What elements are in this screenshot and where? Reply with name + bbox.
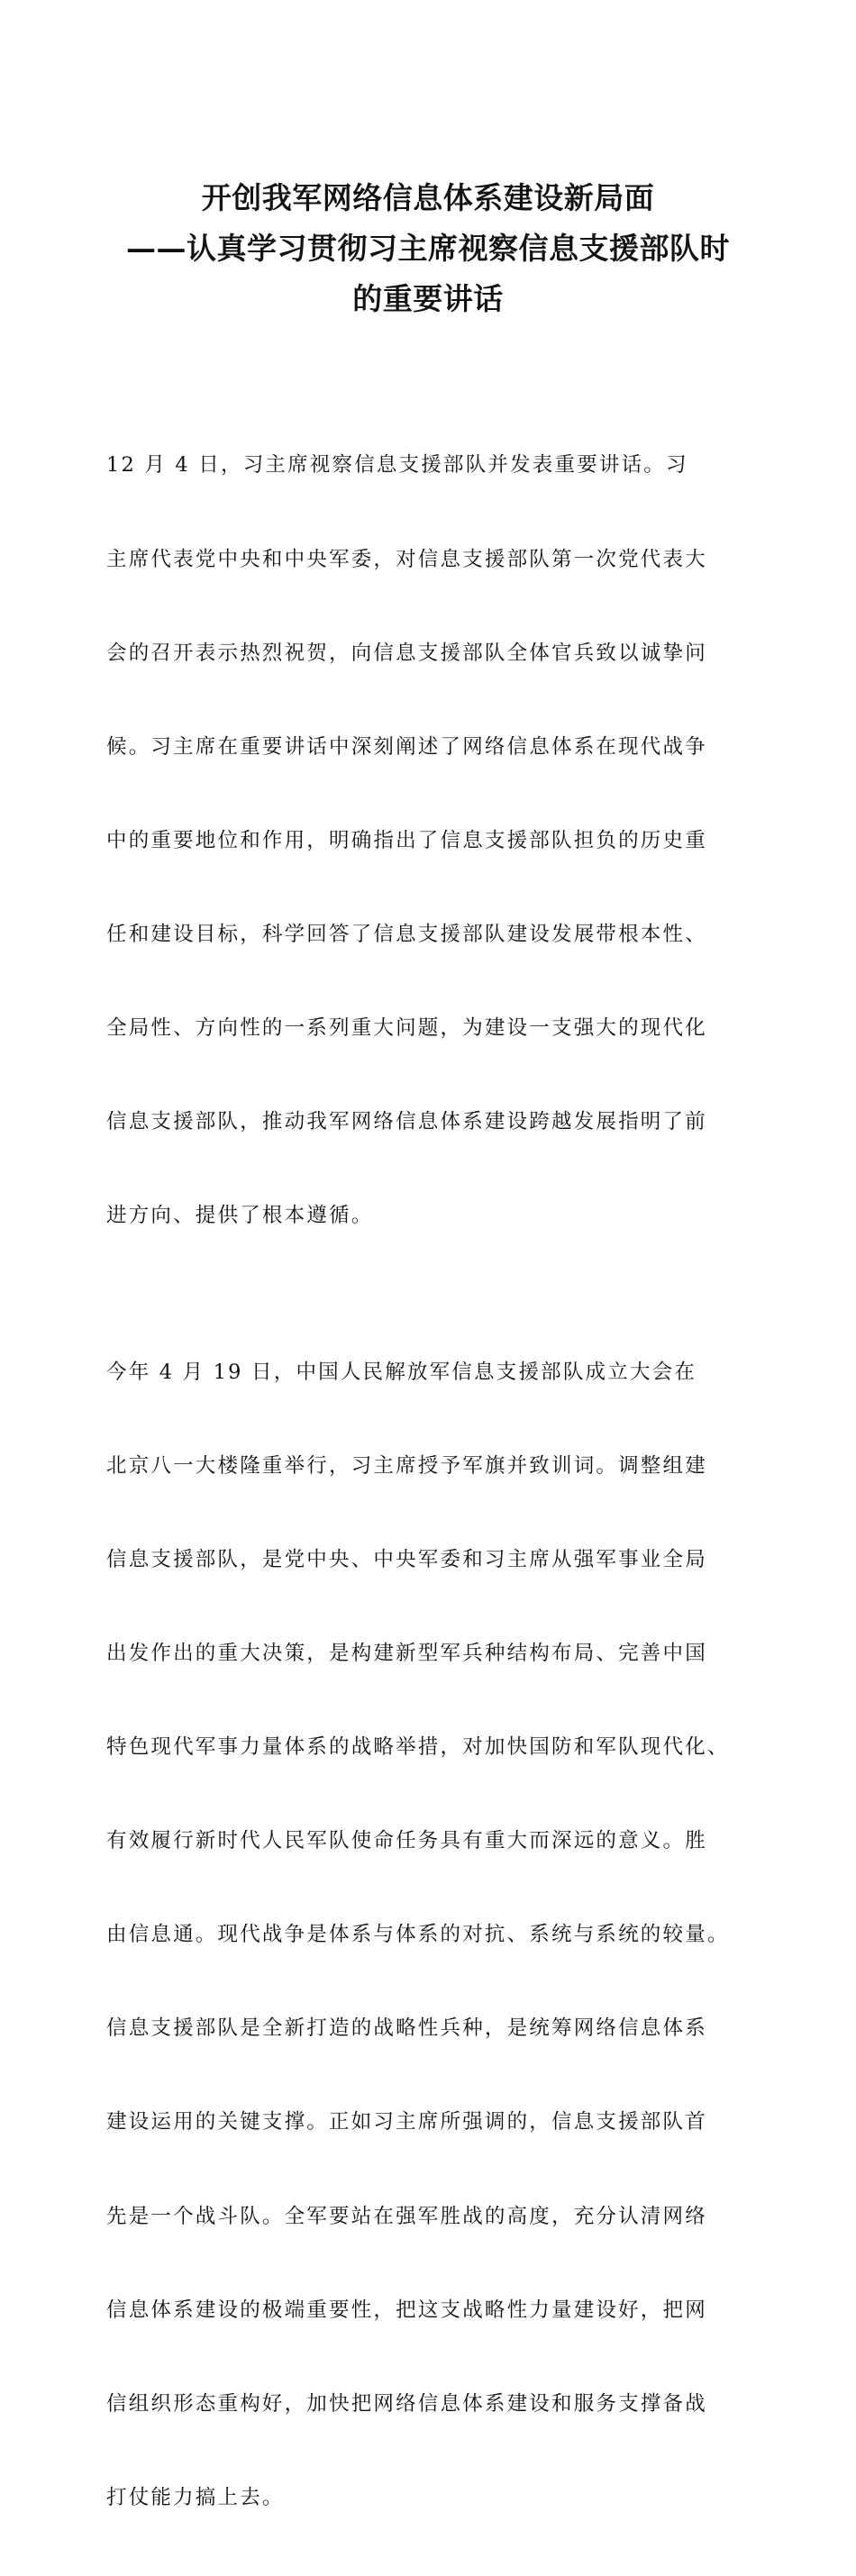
paragraph-line: 信组织形态重构好，加快把网络信息体系建设和服务支撑备战 — [106, 2391, 707, 2416]
title-line-subtitle: ——认真学习贯彻习主席视察信息支援部队时 — [126, 231, 730, 266]
paragraph-line: 建设运用的关键支撑。正如习主席所强调的，信息支援部队首 — [106, 2110, 707, 2135]
paragraph-line: 信息支援部队，是党中央、中央军委和习主席从强军事业全局 — [106, 1547, 707, 1571]
title-line-subtitle-end: 的重要讲话 — [352, 281, 504, 316]
paragraph-line: 先是一个战斗队。全军要站在强军胜战的高度，充分认清网络 — [106, 2204, 707, 2228]
paragraph-line: 信息体系建设的极端重要性，把这支战略性力量建设好，把网 — [106, 2298, 707, 2322]
paragraph-line: 任和建设目标，科学回答了信息支援部队建设发展带根本性、 — [106, 922, 707, 946]
paragraph-line: 打仗能力搞上去。 — [106, 2485, 285, 2509]
paragraph-line: 进方向、提供了根本遵循。 — [106, 1204, 374, 1228]
paragraph-line: 北京八一大楼隆重举行，习主席授予军旗并致训词。调整组建 — [106, 1453, 707, 1478]
document-body — [106, 387, 764, 2576]
paragraph-2 — [106, 1294, 764, 2576]
document-title — [99, 173, 757, 324]
paragraph-line: 由信息通。现代战争是体系与体系的对抗、系统与系统的较量。 — [106, 1923, 730, 1947]
paragraph-line: 有效履行新时代人民军队使命任务具有重大而深远的意义。胜 — [106, 1829, 707, 1853]
paragraph-line: 候。习主席在重要讲话中深刻阐述了网络信息体系在现代战争 — [106, 734, 707, 759]
title-line-main: 开创我军网络信息体系建设新局面 — [201, 180, 655, 215]
paragraph-line: 中的重要地位和作用，明确指出了信息支援部队担负的历史重 — [106, 828, 707, 852]
paragraph-line: 信息支援部队是全新打造的战略性兵种，是统筹网络信息体系 — [106, 2016, 707, 2041]
paragraph-line: 主席代表党中央和中央军委，对信息支援部队第一次党代表大 — [106, 547, 707, 571]
paragraph-line: 特色现代军事力量体系的战略举措，对加快国防和军队现代化、 — [106, 1735, 730, 1760]
paragraph-line: 今年 4 月 19 日，中国人民解放军信息支援部队成立大会在 — [106, 1360, 697, 1384]
paragraph-line: 12 月 4 日，习主席视察信息支援部队并发表重要讲话。习 — [106, 453, 688, 478]
paragraph-line: 出发作出的重大决策，是构建新型军兵种结构布局、完善中国 — [106, 1641, 707, 1665]
paragraph-line: 会的召开表示热烈祝贺，向信息支援部队全体官兵致以诚挚问 — [106, 641, 707, 665]
paragraph-line: 全局性、方向性的一系列重大问题，为建设一支强大的现代化 — [106, 1015, 707, 1040]
paragraph-1 — [106, 387, 764, 1294]
paragraph-line: 信息支援部队，推动我军网络信息体系建设跨越发展指明了前 — [106, 1110, 707, 1134]
